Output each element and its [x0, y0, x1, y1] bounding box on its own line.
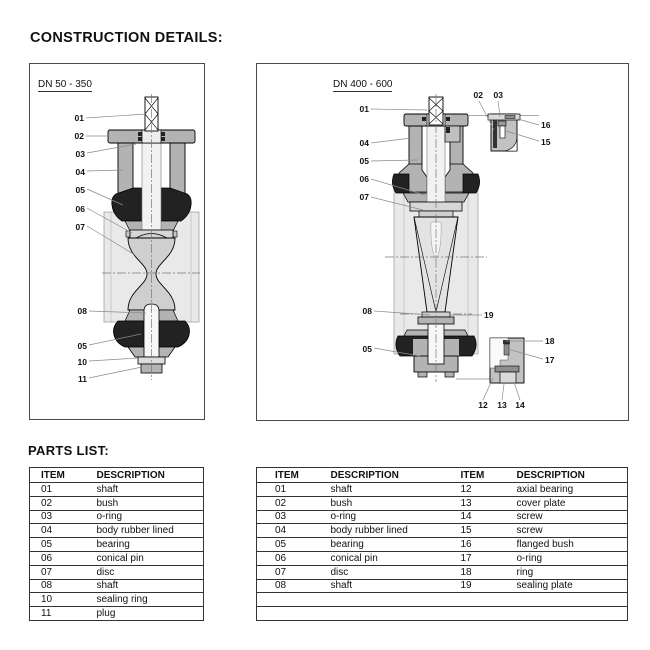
table-cell: ring	[517, 565, 628, 579]
valve-drawing-dn50-350	[30, 64, 204, 419]
part-label: 06	[75, 204, 85, 214]
table-cell: shaft	[331, 483, 461, 497]
part-label: 08	[362, 306, 372, 316]
screw-head	[498, 121, 506, 126]
table-cell: 04	[30, 524, 97, 538]
part-label: 08	[77, 306, 87, 316]
o-ring-mark	[161, 132, 165, 136]
table-row	[257, 565, 628, 579]
table-cell: cover plate	[517, 496, 628, 510]
table-cell: 05	[257, 538, 331, 552]
cover-plate	[500, 372, 516, 383]
table-cell: o-ring	[517, 551, 628, 565]
table-header-row	[257, 468, 628, 483]
table-cell: plug	[97, 607, 204, 621]
table-row	[257, 579, 628, 593]
part-label: 12	[478, 400, 488, 410]
table-cell: sealing plate	[517, 579, 628, 593]
part-label: 01	[359, 104, 369, 114]
leader-line	[502, 384, 504, 400]
o-ring-mark	[138, 132, 142, 136]
table-row	[257, 524, 628, 538]
detail-inset-top	[488, 114, 520, 151]
part-label: 17	[545, 355, 555, 365]
o-ring-mark	[422, 117, 426, 121]
table-cell: 01	[257, 483, 331, 497]
valve-drawing-dn400-600	[257, 64, 628, 420]
parts-table-right	[256, 467, 628, 621]
table-row	[257, 483, 628, 497]
table-row	[257, 538, 628, 552]
part-label: 05	[362, 344, 372, 354]
table-cell	[461, 607, 517, 621]
part-label: 15	[541, 137, 551, 147]
table-cell	[257, 593, 331, 607]
table-cell: 04	[257, 524, 331, 538]
part-label: 14	[515, 400, 525, 410]
table-cell: o-ring	[97, 510, 204, 524]
table-row	[30, 483, 204, 497]
table-cell	[331, 593, 461, 607]
table-cell: 08	[257, 579, 331, 593]
leader-line	[518, 119, 539, 125]
table-cell: axial bearing	[517, 483, 628, 497]
table-row	[257, 510, 628, 524]
part-label: 03	[493, 90, 503, 100]
page-title: CONSTRUCTION DETAILS:	[30, 30, 223, 46]
part-label: 11	[78, 374, 87, 384]
part-label: 04	[75, 167, 85, 177]
part-label: 02	[74, 131, 84, 141]
table-cell: 17	[461, 551, 517, 565]
table-row	[30, 551, 204, 565]
part-label: 07	[359, 192, 369, 202]
column-header: DESCRIPTION	[97, 468, 204, 483]
part-label: 05	[75, 185, 85, 195]
leader-line	[483, 378, 493, 400]
table-row	[30, 579, 204, 593]
table-row	[30, 565, 204, 579]
leader-line	[86, 114, 146, 118]
table-cell: sealing ring	[97, 593, 204, 607]
part-label: 03	[75, 149, 85, 159]
table-cell: 12	[461, 483, 517, 497]
table-cell: 05	[30, 538, 97, 552]
table-cell: 07	[257, 565, 331, 579]
table-cell: flanged bush	[517, 538, 628, 552]
part-label: 16	[541, 120, 551, 130]
leader-line	[89, 358, 138, 361]
table-cell: shaft	[331, 579, 461, 593]
parts-table-left	[29, 467, 204, 621]
table-cell: 13	[461, 496, 517, 510]
table-row	[257, 607, 628, 621]
o-ring-mark	[446, 117, 450, 121]
table-cell: body rubber lined	[331, 524, 461, 538]
table-row	[30, 496, 204, 510]
table-row	[30, 524, 204, 538]
table-cell	[461, 593, 517, 607]
shaft-column	[427, 125, 445, 210]
table-cell: conical pin	[97, 551, 204, 565]
table-cell: body rubber lined	[97, 524, 204, 538]
table-cell: bush	[331, 496, 461, 510]
table-cell: 18	[461, 565, 517, 579]
table-cell: 10	[30, 593, 97, 607]
column-header: ITEM	[461, 468, 517, 483]
leader-line	[371, 109, 427, 110]
table-header-row	[30, 468, 204, 483]
table-cell: 03	[257, 510, 331, 524]
table-cell: 14	[461, 510, 517, 524]
part-label: 04	[359, 138, 369, 148]
table-cell: 15	[461, 524, 517, 538]
table-row	[257, 551, 628, 565]
table-row	[257, 496, 628, 510]
table-cell	[257, 607, 331, 621]
column-header: DESCRIPTION	[331, 468, 461, 483]
table-row	[30, 538, 204, 552]
table-cell: bearing	[331, 538, 461, 552]
table-cell: shaft	[97, 579, 204, 593]
table-cell: 06	[30, 551, 97, 565]
table-row	[30, 593, 204, 607]
part-label: 07	[75, 222, 85, 232]
table-cell	[331, 607, 461, 621]
table-row	[257, 593, 628, 607]
part-label: 02	[473, 90, 483, 100]
table-cell: 07	[30, 565, 97, 579]
table-cell: 03	[30, 510, 97, 524]
table-cell: shaft	[97, 483, 204, 497]
table-cell: 11	[30, 607, 97, 621]
leader-line	[89, 367, 142, 378]
table-cell: 06	[257, 551, 331, 565]
diagram-box-dn50-350	[29, 63, 205, 420]
leader-line	[371, 138, 411, 143]
diagram-caption: DN 50 - 350	[38, 79, 92, 90]
ring-mark	[503, 340, 510, 344]
table-cell: bush	[97, 496, 204, 510]
table-cell: screw	[517, 510, 628, 524]
leader-line	[514, 382, 520, 400]
detail-inset-bottom	[490, 338, 524, 383]
axial-bearing	[495, 366, 519, 372]
diagram-box-dn400-600	[256, 63, 629, 421]
o-ring-mark	[138, 137, 142, 141]
table-cell: 01	[30, 483, 97, 497]
table-cell: 08	[30, 579, 97, 593]
part-label: 05	[77, 341, 87, 351]
table-cell	[517, 593, 628, 607]
part-label: 13	[497, 400, 507, 410]
table-cell: 02	[257, 496, 331, 510]
table-cell: o-ring	[331, 510, 461, 524]
table-row	[30, 607, 204, 621]
bush-mark	[446, 127, 450, 133]
part-label: 19	[484, 310, 494, 320]
table-cell: 19	[461, 579, 517, 593]
table-cell: 02	[30, 496, 97, 510]
part-label: 01	[74, 113, 84, 123]
part-label: 05	[359, 156, 369, 166]
table-cell: conical pin	[331, 551, 461, 565]
part-label: 18	[545, 336, 555, 346]
table-cell: 16	[461, 538, 517, 552]
table-cell: screw	[517, 524, 628, 538]
diagram-caption: DN 400 - 600	[333, 79, 393, 90]
table-cell	[517, 607, 628, 621]
column-header: ITEM	[257, 468, 331, 483]
table-cell: disc	[97, 565, 204, 579]
part-label: 10	[77, 357, 87, 367]
table-cell: disc	[331, 565, 461, 579]
table-cell: bearing	[97, 538, 204, 552]
column-header: DESCRIPTION	[517, 468, 628, 483]
column-header: ITEM	[30, 468, 97, 483]
screw-shank	[500, 126, 505, 138]
o-ring-mark	[161, 137, 165, 141]
part-label: 06	[359, 174, 369, 184]
table-row	[30, 510, 204, 524]
parts-list-title: PARTS LIST:	[28, 443, 110, 458]
